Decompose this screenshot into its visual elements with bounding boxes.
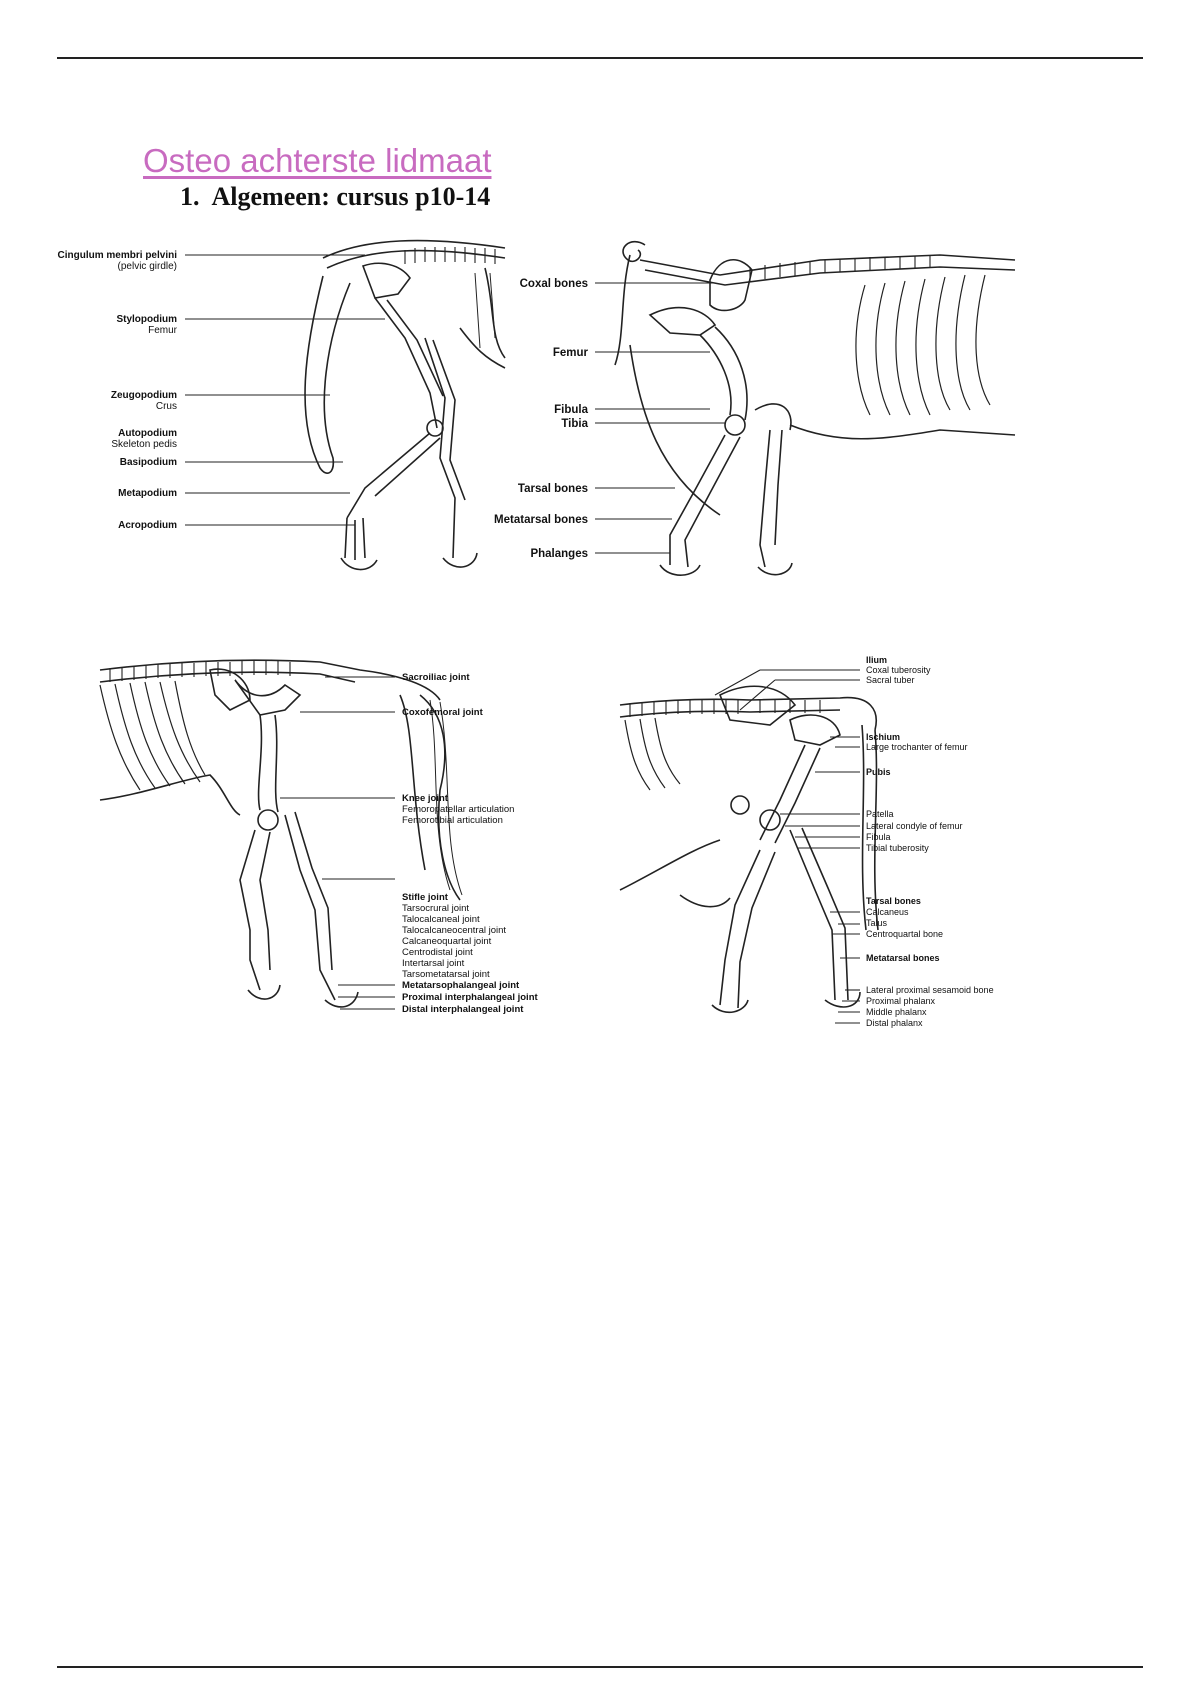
horse-label-stifle-sub-6: Intertarsal joint <box>402 958 465 969</box>
cow-label-19: Distal phalanx <box>866 1018 923 1028</box>
pig-label-2: Femur <box>552 347 588 359</box>
cow-label-9: Fibula <box>866 832 891 842</box>
cow-label-8: Lateral condyle of femur <box>866 821 963 831</box>
header-rule <box>57 57 1143 59</box>
cow-label-10: Tibial tuberosity <box>866 843 929 853</box>
horse-label-stifle-sub-3: Talocalcaneocentral joint <box>402 925 507 936</box>
pig-label-3: Fibula <box>554 404 588 416</box>
cow-label-2: Coxal tuberosity <box>866 665 931 675</box>
horse-label-stifle-sub-2: Talocalcaneal joint <box>402 914 480 925</box>
dog-label-1: Cingulum membri pelvini <box>57 250 177 261</box>
cow-label-18: Middle phalanx <box>866 1007 927 1017</box>
cow-label-4: Ischium <box>866 732 901 742</box>
figure-dog-hindlimb <box>57 228 505 598</box>
cow-label-11: Tarsal bones <box>866 896 921 906</box>
horse-label-stifle-sub-5: Centrodistal joint <box>402 947 473 958</box>
dog-label-4: Autopodium <box>118 428 177 439</box>
cow-skeleton-drawing <box>620 640 1100 1040</box>
dog-label-2: Stylopodium <box>116 314 177 325</box>
cow-label-6: Pubis <box>866 767 891 777</box>
horse-label-proximal-interphalangeal: Proximal interphalangeal joint <box>402 992 538 1003</box>
pig-label-1: Coxal bones <box>519 278 588 290</box>
dog-label-7: Acropodium <box>118 520 177 531</box>
footer-rule <box>57 1666 1143 1668</box>
horse-label-stifle-sub-7: Tarsometatarsal joint <box>402 969 490 980</box>
dog-label-4-sub: Skeleton pedis <box>111 439 177 450</box>
figure-cow-hindlimb <box>620 640 1100 1040</box>
cow-label-3: Sacral tuber <box>866 675 915 685</box>
pig-label-5: Tarsal bones <box>517 483 588 495</box>
horse-label-sacroiliac: Sacroiliac joint <box>402 672 470 683</box>
dog-skeleton-drawing <box>57 228 505 598</box>
page-title: Osteo achterste lidmaat <box>143 142 492 179</box>
horse-label-distal-interphalangeal: Distal interphalangeal joint <box>402 1004 524 1015</box>
horse-label-stifle: Stifle joint <box>402 892 448 903</box>
cow-label-14: Centroquartal bone <box>866 929 944 939</box>
horse-skeleton-drawing <box>100 640 600 1040</box>
horse-label-stifle-sub-4: Calcaneoquartal joint <box>402 936 492 947</box>
cow-label-17: Proximal phalanx <box>866 996 936 1006</box>
section-heading <box>180 182 490 212</box>
dog-label-3: Zeugopodium <box>110 390 177 401</box>
cow-label-7: Patella <box>866 809 894 819</box>
cow-label-15: Metatarsal bones <box>866 953 940 963</box>
cow-label-1: Ilium <box>866 655 888 665</box>
horse-label-knee-sub-1: Femoropatellar articulation <box>402 804 515 815</box>
cow-label-16: Lateral proximal sesamoid bone <box>866 985 994 995</box>
cow-label-13: Talus <box>866 918 888 928</box>
pig-label-6: Metatarsal bones <box>494 514 588 526</box>
horse-label-metatarsophalangeal: Metatarsophalangeal joint <box>402 980 520 991</box>
dog-label-1-sub: (pelvic girdle) <box>117 261 177 272</box>
section-number: 1. <box>180 182 200 211</box>
section-title: Algemeen: cursus p10-14 <box>211 182 491 211</box>
pig-label-4: Tibia <box>561 418 588 430</box>
cow-label-5: Large trochanter of femur <box>866 742 968 752</box>
dog-label-5: Basipodium <box>119 457 177 468</box>
horse-label-knee: Knee joint <box>402 793 448 804</box>
pig-label-7: Phalanges <box>530 548 588 560</box>
pig-skeleton-drawing <box>494 215 1015 600</box>
dog-label-3-sub: Crus <box>155 401 177 412</box>
cow-label-12: Calcaneus <box>866 907 909 917</box>
horse-label-knee-sub-2: Femorotibial articulation <box>402 815 503 826</box>
figure-pig-hindlimb <box>494 215 1015 600</box>
dog-label-2-sub: Femur <box>148 325 177 336</box>
figure-horse-hindlimb <box>100 640 600 1040</box>
dog-label-6: Metapodium <box>118 488 177 499</box>
horse-label-coxofemoral: Coxofemoral joint <box>402 707 483 718</box>
horse-label-stifle-sub-1: Tarsocrural joint <box>402 903 470 914</box>
